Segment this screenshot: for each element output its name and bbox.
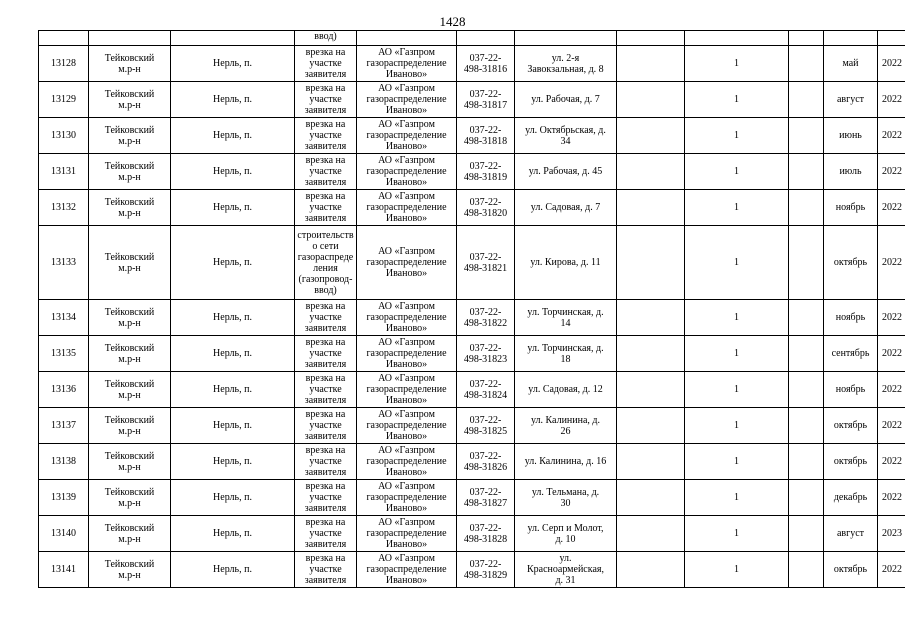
cell-org: АО «Газпром газораспределение Иваново» <box>357 408 457 444</box>
cell-num: 13141 <box>39 552 89 588</box>
cell-district: Тейковский м.р-н <box>89 552 171 588</box>
cell-year: 2023 <box>878 516 905 552</box>
cell-qty: 1 <box>685 226 789 300</box>
cell-locality: Нерль, п. <box>171 300 295 336</box>
cell-address: ул. Калинина, д. 26 <box>515 408 617 444</box>
cell-org: АО «Газпром газораспределение Иваново» <box>357 154 457 190</box>
table-row <box>39 82 905 118</box>
cell-locality: Нерль, п. <box>171 336 295 372</box>
cell-empty <box>617 480 685 516</box>
cell-address: ул. 2-я Завокзальная, д. 8 <box>515 46 617 82</box>
cell-code <box>457 31 515 46</box>
cell-year: 2022 <box>878 336 905 372</box>
cell-org: АО «Газпром газораспределение Иваново» <box>357 300 457 336</box>
table-row <box>39 480 905 516</box>
cell-address: ул. Рабочая, д. 45 <box>515 154 617 190</box>
cell-empty <box>617 154 685 190</box>
table-row-continued <box>39 31 905 46</box>
data-table <box>38 30 905 588</box>
cell-month: ноябрь <box>824 372 878 408</box>
cell-empty <box>789 46 824 82</box>
cell-num <box>39 31 89 46</box>
table-row <box>39 516 905 552</box>
cell-year: 2022 <box>878 480 905 516</box>
cell-district: Тейковский м.р-н <box>89 226 171 300</box>
cell-empty <box>789 552 824 588</box>
cell-org: АО «Газпром газораспределение Иваново» <box>357 480 457 516</box>
cell-empty <box>789 516 824 552</box>
cell-code: 037-22- 498-31821 <box>457 226 515 300</box>
cell-qty: 1 <box>685 118 789 154</box>
cell-num: 13136 <box>39 372 89 408</box>
cell-year: 2022 <box>878 118 905 154</box>
cell-type: врезка на участке заявителя <box>295 336 357 372</box>
cell-empty <box>789 226 824 300</box>
cell-month: октябрь <box>824 408 878 444</box>
cell-empty <box>617 408 685 444</box>
cell-year: 2022 <box>878 300 905 336</box>
cell-code: 037-22- 498-31825 <box>457 408 515 444</box>
cell-empty <box>617 516 685 552</box>
table-row <box>39 444 905 480</box>
cell-org: АО «Газпром газораспределение Иваново» <box>357 82 457 118</box>
cell-address <box>515 31 617 46</box>
cell-year: 2022 <box>878 190 905 226</box>
cell-empty <box>789 336 824 372</box>
cell-num: 13137 <box>39 408 89 444</box>
cell-qty <box>685 31 789 46</box>
cell-empty <box>789 82 824 118</box>
cell-year: 2022 <box>878 226 905 300</box>
cell-qty: 1 <box>685 336 789 372</box>
cell-type: врезка на участке заявителя <box>295 444 357 480</box>
cell-num: 13129 <box>39 82 89 118</box>
cell-locality <box>171 31 295 46</box>
cell-month: июль <box>824 154 878 190</box>
cell-locality: Нерль, п. <box>171 516 295 552</box>
cell-num: 13140 <box>39 516 89 552</box>
cell-org: АО «Газпром газораспределение Иваново» <box>357 190 457 226</box>
cell-year: 2022 <box>878 552 905 588</box>
cell-district: Тейковский м.р-н <box>89 154 171 190</box>
cell-code: 037-22- 498-31819 <box>457 154 515 190</box>
cell-empty <box>789 408 824 444</box>
cell-org: АО «Газпром газораспределение Иваново» <box>357 118 457 154</box>
cell-year: 2022 <box>878 154 905 190</box>
cell-district: Тейковский м.р-н <box>89 82 171 118</box>
cell-qty: 1 <box>685 190 789 226</box>
table-row <box>39 154 905 190</box>
cell-month: август <box>824 516 878 552</box>
page-number: 1428 <box>439 14 466 29</box>
cell-num: 13138 <box>39 444 89 480</box>
cell-year: 2022 <box>878 372 905 408</box>
cell-qty: 1 <box>685 372 789 408</box>
cell-district: Тейковский м.р-н <box>89 444 171 480</box>
table-row <box>39 552 905 588</box>
table-row <box>39 190 905 226</box>
cell-address: ул. Кирова, д. 11 <box>515 226 617 300</box>
cell-empty <box>617 46 685 82</box>
cell-org: АО «Газпром газораспределение Иваново» <box>357 444 457 480</box>
cell-empty <box>789 300 824 336</box>
cell-qty: 1 <box>685 444 789 480</box>
cell-qty: 1 <box>685 154 789 190</box>
cell-empty <box>789 372 824 408</box>
cell-empty <box>617 82 685 118</box>
cell-qty: 1 <box>685 480 789 516</box>
cell-month: октябрь <box>824 552 878 588</box>
cell-month: ноябрь <box>824 300 878 336</box>
cell-empty <box>789 118 824 154</box>
cell-num: 13133 <box>39 226 89 300</box>
cell-empty <box>617 372 685 408</box>
cell-locality: Нерль, п. <box>171 372 295 408</box>
cell-address: ул. Торчинская, д. 18 <box>515 336 617 372</box>
cell-year <box>878 31 905 46</box>
cell-district: Тейковский м.р-н <box>89 46 171 82</box>
cell-address: ул. Торчинская, д. 14 <box>515 300 617 336</box>
cell-locality: Нерль, п. <box>171 154 295 190</box>
cell-address: ул. Октябрьская, д. 34 <box>515 118 617 154</box>
cell-empty <box>789 480 824 516</box>
table-row <box>39 226 905 300</box>
cell-locality: Нерль, п. <box>171 190 295 226</box>
cell-empty <box>617 552 685 588</box>
cell-empty <box>789 31 824 46</box>
cell-type: ввод) <box>295 31 357 46</box>
cell-locality: Нерль, п. <box>171 408 295 444</box>
cell-month: сентябрь <box>824 336 878 372</box>
cell-num: 13130 <box>39 118 89 154</box>
cell-district: Тейковский м.р-н <box>89 516 171 552</box>
cell-code: 037-22- 498-31818 <box>457 118 515 154</box>
cell-num: 13131 <box>39 154 89 190</box>
cell-empty <box>617 226 685 300</box>
cell-empty <box>617 31 685 46</box>
cell-code: 037-22- 498-31826 <box>457 444 515 480</box>
cell-org: АО «Газпром газораспределение Иваново» <box>357 336 457 372</box>
cell-type: врезка на участке заявителя <box>295 300 357 336</box>
cell-num: 13134 <box>39 300 89 336</box>
cell-address: ул. Тельмана, д. 30 <box>515 480 617 516</box>
cell-qty: 1 <box>685 552 789 588</box>
cell-num: 13132 <box>39 190 89 226</box>
cell-address: ул. Красноармейская, д. 31 <box>515 552 617 588</box>
cell-month: октябрь <box>824 444 878 480</box>
cell-type: врезка на участке заявителя <box>295 118 357 154</box>
cell-empty <box>789 154 824 190</box>
cell-month: июнь <box>824 118 878 154</box>
cell-locality: Нерль, п. <box>171 226 295 300</box>
cell-month: декабрь <box>824 480 878 516</box>
cell-type: врезка на участке заявителя <box>295 516 357 552</box>
cell-empty <box>617 300 685 336</box>
table-row <box>39 372 905 408</box>
cell-type: врезка на участке заявителя <box>295 408 357 444</box>
cell-org: АО «Газпром газораспределение Иваново» <box>357 372 457 408</box>
cell-code: 037-22- 498-31828 <box>457 516 515 552</box>
cell-locality: Нерль, п. <box>171 118 295 154</box>
cell-empty <box>617 118 685 154</box>
cell-type: строительств о сети газораспреде ления (газопровод- ввод) <box>295 226 357 300</box>
cell-org: АО «Газпром газораспределение Иваново» <box>357 226 457 300</box>
cell-month <box>824 31 878 46</box>
cell-type: врезка на участке заявителя <box>295 372 357 408</box>
cell-address: ул. Садовая, д. 12 <box>515 372 617 408</box>
cell-org: АО «Газпром газораспределение Иваново» <box>357 516 457 552</box>
cell-num: 13135 <box>39 336 89 372</box>
cell-empty <box>789 444 824 480</box>
cell-district <box>89 31 171 46</box>
cell-qty: 1 <box>685 408 789 444</box>
cell-address: ул. Серп и Молот, д. 10 <box>515 516 617 552</box>
cell-type: врезка на участке заявителя <box>295 480 357 516</box>
table-row <box>39 408 905 444</box>
cell-empty <box>617 190 685 226</box>
cell-code: 037-22- 498-31817 <box>457 82 515 118</box>
cell-locality: Нерль, п. <box>171 480 295 516</box>
cell-empty <box>617 336 685 372</box>
cell-type: врезка на участке заявителя <box>295 46 357 82</box>
cell-code: 037-22- 498-31820 <box>457 190 515 226</box>
cell-district: Тейковский м.р-н <box>89 336 171 372</box>
cell-qty: 1 <box>685 82 789 118</box>
cell-year: 2022 <box>878 82 905 118</box>
cell-district: Тейковский м.р-н <box>89 118 171 154</box>
cell-year: 2022 <box>878 46 905 82</box>
cell-code: 037-22- 498-31823 <box>457 336 515 372</box>
cell-locality: Нерль, п. <box>171 444 295 480</box>
cell-district: Тейковский м.р-н <box>89 372 171 408</box>
cell-address: ул. Рабочая, д. 7 <box>515 82 617 118</box>
cell-address: ул. Калинина, д. 16 <box>515 444 617 480</box>
table-row <box>39 46 905 82</box>
cell-empty <box>617 444 685 480</box>
cell-district: Тейковский м.р-н <box>89 300 171 336</box>
cell-month: август <box>824 82 878 118</box>
table-row <box>39 300 905 336</box>
cell-org <box>357 31 457 46</box>
cell-num: 13128 <box>39 46 89 82</box>
cell-district: Тейковский м.р-н <box>89 408 171 444</box>
cell-year: 2022 <box>878 408 905 444</box>
cell-month: октябрь <box>824 226 878 300</box>
cell-org: АО «Газпром газораспределение Иваново» <box>357 552 457 588</box>
cell-year: 2022 <box>878 444 905 480</box>
table-row <box>39 118 905 154</box>
table-row <box>39 336 905 372</box>
cell-qty: 1 <box>685 300 789 336</box>
cell-type: врезка на участке заявителя <box>295 82 357 118</box>
cell-district: Тейковский м.р-н <box>89 480 171 516</box>
cell-code: 037-22- 498-31816 <box>457 46 515 82</box>
cell-district: Тейковский м.р-н <box>89 190 171 226</box>
cell-month: ноябрь <box>824 190 878 226</box>
cell-locality: Нерль, п. <box>171 46 295 82</box>
cell-num: 13139 <box>39 480 89 516</box>
cell-locality: Нерль, п. <box>171 552 295 588</box>
cell-type: врезка на участке заявителя <box>295 552 357 588</box>
cell-org: АО «Газпром газораспределение Иваново» <box>357 46 457 82</box>
cell-qty: 1 <box>685 46 789 82</box>
cell-month: май <box>824 46 878 82</box>
cell-code: 037-22- 498-31822 <box>457 300 515 336</box>
cell-empty <box>789 190 824 226</box>
cell-address: ул. Садовая, д. 7 <box>515 190 617 226</box>
cell-locality: Нерль, п. <box>171 82 295 118</box>
cell-code: 037-22- 498-31824 <box>457 372 515 408</box>
cell-code: 037-22- 498-31829 <box>457 552 515 588</box>
cell-qty: 1 <box>685 516 789 552</box>
cell-type: врезка на участке заявителя <box>295 190 357 226</box>
cell-code: 037-22- 498-31827 <box>457 480 515 516</box>
cell-type: врезка на участке заявителя <box>295 154 357 190</box>
